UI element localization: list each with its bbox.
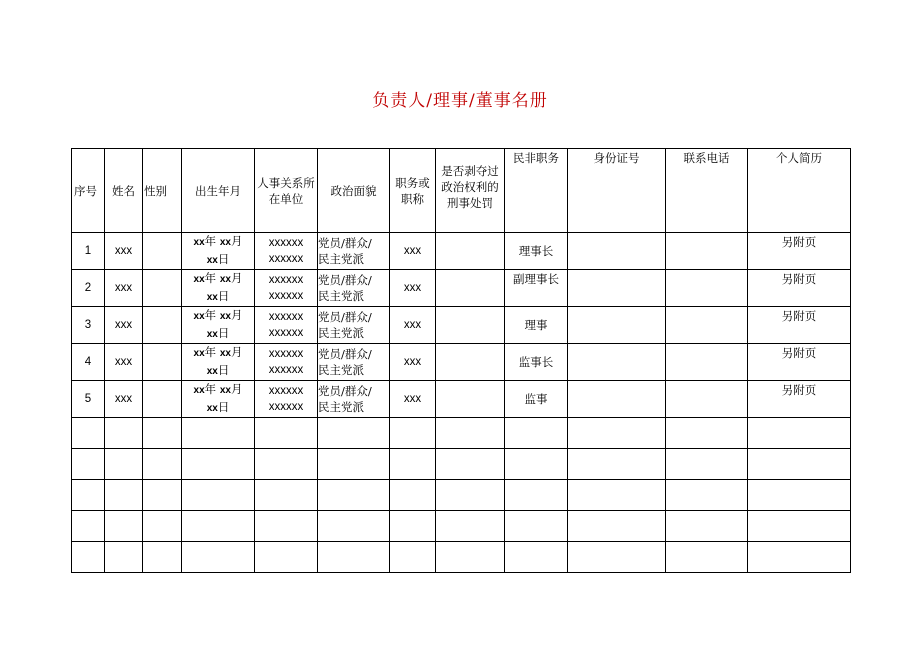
birth-day-unit: 日 <box>217 326 230 340</box>
unit-line-1: xxxxxx <box>268 385 304 397</box>
cell-unit <box>255 381 318 418</box>
birth-month-value: xx <box>219 237 231 248</box>
cell-birth <box>182 307 255 344</box>
birth-day-unit: 日 <box>217 289 230 303</box>
header-seq: 序号 <box>72 149 105 233</box>
cell-seq: 4 <box>72 344 105 381</box>
cell-resume: 另附页 <box>748 344 851 381</box>
politics-line-1: 党员/群众/ <box>318 384 372 398</box>
unit-line-1: xxxxxx <box>268 311 304 323</box>
table-row <box>72 270 851 307</box>
birth-year-value: xx <box>193 348 205 359</box>
header-resume: 个人简历 <box>748 149 851 233</box>
cell-phone <box>666 270 748 307</box>
birth-year-value: xx <box>193 237 205 248</box>
empty-row <box>72 480 851 511</box>
cell-birth <box>182 344 255 381</box>
cell-position: 理事长 <box>505 233 568 270</box>
cell-title: xxx <box>390 381 436 418</box>
cell-title: xxx <box>390 344 436 381</box>
birth-year-unit: 年 <box>204 382 217 396</box>
birth-year-unit: 年 <box>204 271 217 285</box>
politics-line-2: 民主党派 <box>318 289 364 303</box>
cell-seq: 1 <box>72 233 105 270</box>
empty-row <box>72 418 851 449</box>
politics-line-2: 民主党派 <box>318 326 364 340</box>
cell-seq: 2 <box>72 270 105 307</box>
header-unit: 人事关系所在单位 <box>255 149 318 233</box>
cell-phone <box>666 233 748 270</box>
cell-name: xxx <box>105 307 143 344</box>
politics-line-1: 党员/群众/ <box>318 310 372 324</box>
cell-unit <box>255 270 318 307</box>
cell-id-number <box>568 270 666 307</box>
cell-id-number <box>568 381 666 418</box>
empty-row <box>72 449 851 480</box>
empty-row <box>72 542 851 573</box>
cell-resume: 另附页 <box>748 233 851 270</box>
birth-year-unit: 年 <box>204 345 217 359</box>
birth-year-value: xx <box>193 311 205 322</box>
birth-year-value: xx <box>193 385 205 396</box>
birth-month-unit: 月 <box>230 234 243 248</box>
birth-month-value: xx <box>219 311 231 322</box>
cell-name: xxx <box>105 233 143 270</box>
cell-position: 副理事长 <box>505 270 568 307</box>
birth-day-value: xx <box>206 366 218 377</box>
header-position: 民非职务 <box>505 149 568 233</box>
birth-month-value: xx <box>219 385 231 396</box>
cell-unit <box>255 307 318 344</box>
header-name: 姓名 <box>105 149 143 233</box>
cell-id-number <box>568 344 666 381</box>
cell-gender <box>143 270 182 307</box>
birth-year-unit: 年 <box>204 308 217 322</box>
cell-name: xxx <box>105 344 143 381</box>
cell-deprived <box>436 381 505 418</box>
cell-name: xxx <box>105 381 143 418</box>
cell-phone <box>666 381 748 418</box>
birth-month-unit: 月 <box>230 271 243 285</box>
cell-politics <box>318 233 390 270</box>
empty-row <box>72 511 851 542</box>
header-politics: 政治面貌 <box>318 149 390 233</box>
politics-line-1: 党员/群众/ <box>318 236 372 250</box>
birth-month-unit: 月 <box>230 345 243 359</box>
register-table <box>71 148 851 573</box>
cell-gender <box>143 344 182 381</box>
cell-politics <box>318 270 390 307</box>
cell-phone <box>666 307 748 344</box>
cell-position: 监事长 <box>505 344 568 381</box>
header-row <box>72 149 851 233</box>
birth-day-unit: 日 <box>217 400 230 414</box>
cell-id-number <box>568 233 666 270</box>
cell-position: 理事 <box>505 307 568 344</box>
table-row <box>72 344 851 381</box>
cell-deprived <box>436 270 505 307</box>
header-birth: 出生年月 <box>182 149 255 233</box>
cell-politics <box>318 344 390 381</box>
cell-politics <box>318 381 390 418</box>
cell-resume: 另附页 <box>748 307 851 344</box>
cell-title: xxx <box>390 233 436 270</box>
birth-month-unit: 月 <box>230 308 243 322</box>
cell-unit <box>255 233 318 270</box>
unit-line-2: xxxxxx <box>268 327 304 339</box>
table-row <box>72 307 851 344</box>
cell-deprived <box>436 344 505 381</box>
cell-position: 监事 <box>505 381 568 418</box>
cell-unit <box>255 344 318 381</box>
cell-birth <box>182 233 255 270</box>
cell-phone <box>666 344 748 381</box>
unit-line-1: xxxxxx <box>268 237 304 249</box>
cell-deprived <box>436 233 505 270</box>
cell-resume: 另附页 <box>748 270 851 307</box>
birth-year-value: xx <box>193 274 205 285</box>
cell-politics <box>318 307 390 344</box>
cell-gender <box>143 381 182 418</box>
unit-line-1: xxxxxx <box>268 274 304 286</box>
table-row <box>72 233 851 270</box>
politics-line-2: 民主党派 <box>318 400 364 414</box>
cell-gender <box>143 233 182 270</box>
header-deprived: 是否剥夺过政治权利的刑事处罚 <box>436 149 505 233</box>
birth-day-value: xx <box>206 292 218 303</box>
cell-resume: 另附页 <box>748 381 851 418</box>
unit-line-2: xxxxxx <box>268 253 304 265</box>
header-phone: 联系电话 <box>666 149 748 233</box>
cell-birth <box>182 270 255 307</box>
birth-day-unit: 日 <box>217 363 230 377</box>
cell-gender <box>143 307 182 344</box>
unit-line-1: xxxxxx <box>268 348 304 360</box>
page-title: 负责人/理事/董事名册 <box>372 91 548 111</box>
header-id-number: 身份证号 <box>568 149 666 233</box>
unit-line-2: xxxxxx <box>268 290 304 302</box>
birth-month-unit: 月 <box>230 382 243 396</box>
cell-seq: 3 <box>72 307 105 344</box>
unit-line-2: xxxxxx <box>268 364 304 376</box>
birth-month-value: xx <box>219 274 231 285</box>
politics-line-2: 民主党派 <box>318 252 364 266</box>
header-gender: 性别 <box>143 149 182 233</box>
birth-day-value: xx <box>206 329 218 340</box>
cell-title: xxx <box>390 270 436 307</box>
cell-deprived <box>436 307 505 344</box>
birth-day-value: xx <box>206 255 218 266</box>
birth-day-unit: 日 <box>217 252 230 266</box>
cell-id-number <box>568 307 666 344</box>
birth-day-value: xx <box>206 403 218 414</box>
unit-line-2: xxxxxx <box>268 401 304 413</box>
politics-line-2: 民主党派 <box>318 363 364 377</box>
table-row <box>72 381 851 418</box>
birth-year-unit: 年 <box>204 234 217 248</box>
header-title: 职务或职称 <box>390 149 436 233</box>
cell-title: xxx <box>390 307 436 344</box>
cell-name: xxx <box>105 270 143 307</box>
cell-seq: 5 <box>72 381 105 418</box>
birth-month-value: xx <box>219 348 231 359</box>
politics-line-1: 党员/群众/ <box>318 347 372 361</box>
cell-birth <box>182 381 255 418</box>
politics-line-1: 党员/群众/ <box>318 273 372 287</box>
